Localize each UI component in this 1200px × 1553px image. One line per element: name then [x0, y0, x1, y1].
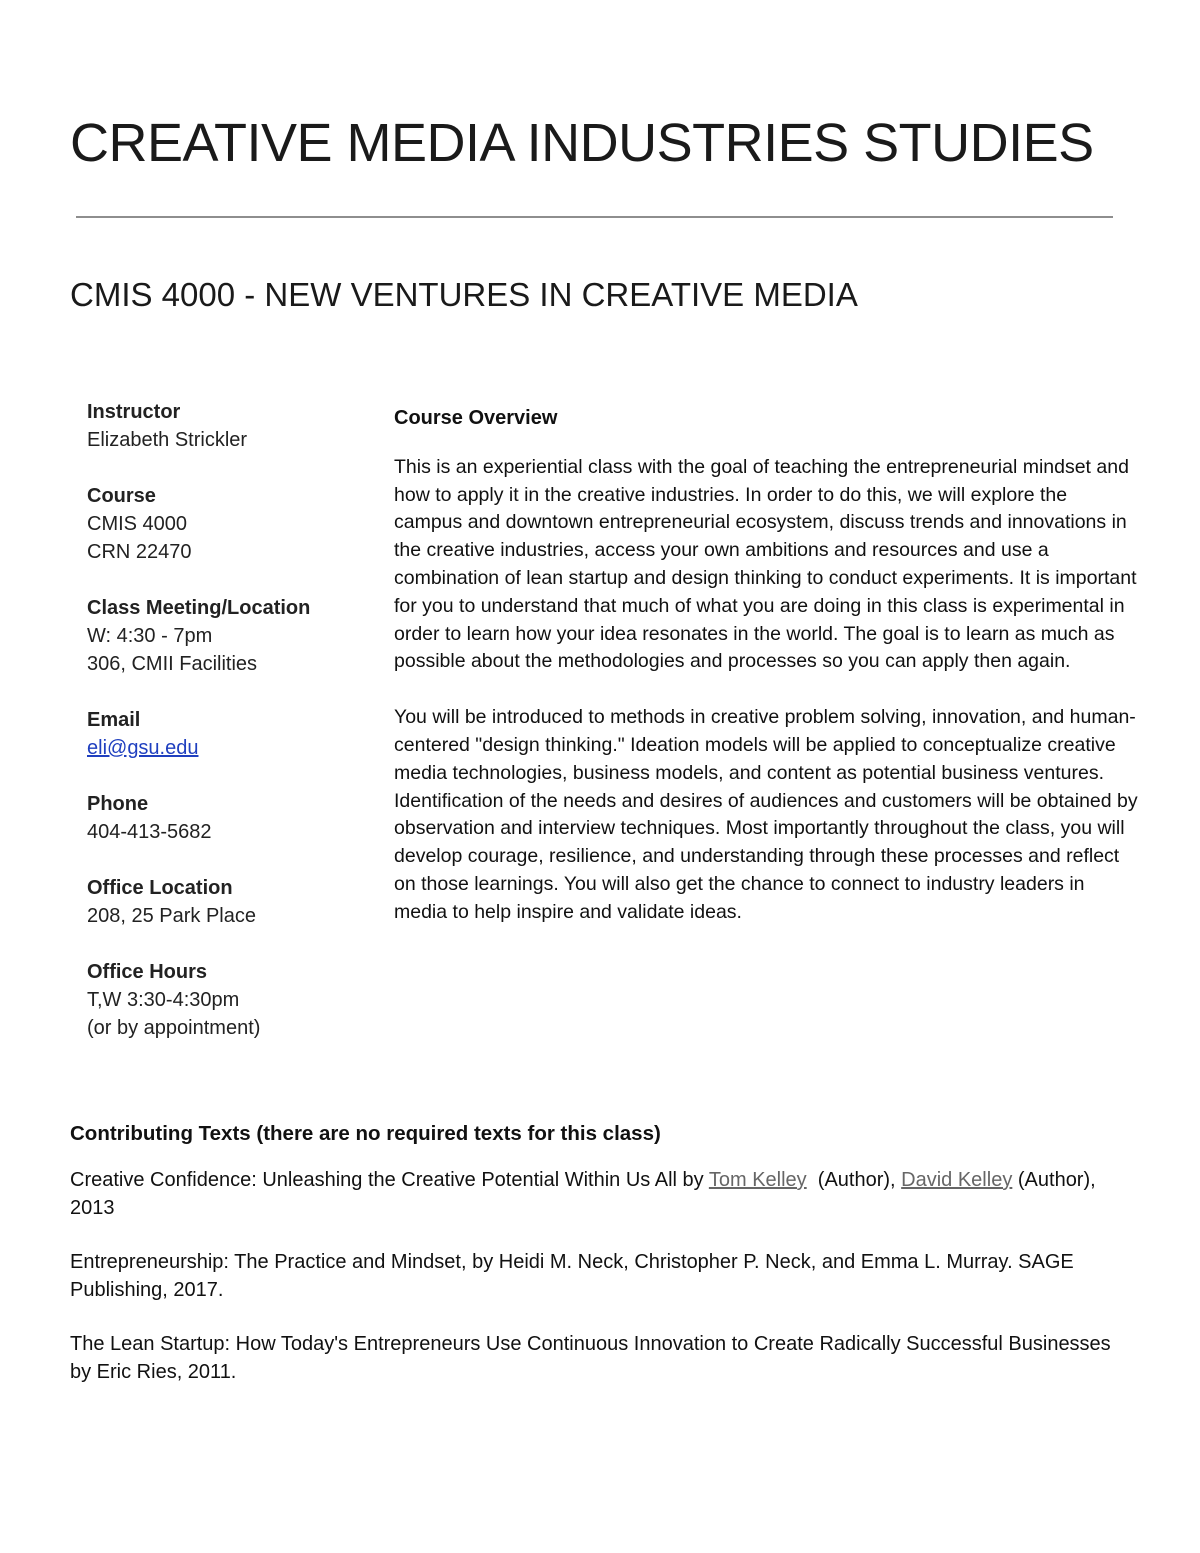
page-title: CREATIVE MEDIA INDUSTRIES STUDIES: [70, 113, 1094, 173]
email-label: Email: [87, 709, 141, 731]
book-entry: Entrepreneurship: The Practice and Mindset, by Heidi M. Neck, Christopher P. Neck, and Emma L. Murray. SAGE Publishing, 2017.: [70, 1251, 1074, 1301]
email-block: [87, 706, 377, 762]
office-hours-block: [87, 958, 377, 1042]
phone-number: 404-413-5682: [87, 821, 212, 843]
meeting-location: 306, CMII Facilities: [87, 653, 258, 675]
office-hours-label: Office Hours: [87, 961, 208, 983]
course-code: CMIS 4000: [87, 513, 188, 535]
office-location: 208, 25 Park Place: [87, 905, 256, 927]
email-link[interactable]: eli@gsu.edu: [87, 737, 199, 759]
book-title-text: Creative Confidence: Unleashing the Creative Potential Within Us All by: [70, 1169, 709, 1191]
meeting-label: Class Meeting/Location: [87, 597, 311, 619]
meeting-time: W: 4:30 - 7pm: [87, 625, 213, 647]
course-heading: CMIS 4000 - NEW VENTURES IN CREATIVE MEDIA: [70, 276, 858, 313]
book-entry: The Lean Startup: How Today's Entrepreneurs Use Continuous Innovation to Create Radically Successful Businesses by Eric Ries, 2011.: [70, 1333, 1111, 1383]
overview-heading: Course Overview: [394, 407, 558, 429]
instructor-block: [87, 398, 377, 454]
overview-paragraph: You will be introduced to methods in creative problem solving, innovation, and human-centered "design thinking." Ideation models will be applied to conceptualize creative media technologies, business models, and content as potential business ventures. Identification of the needs and desires of audiences and customers will be obtained by observation and interview techniques. Most importantly throughout the class, you will develop courage, resilience, and understanding through these processes and reflect on those learnings. You will also get the chance to connect to industry leaders in media to help inspire and validate ideas.: [394, 706, 1138, 923]
course-overview: [394, 405, 1139, 955]
office-location-label: Office Location: [87, 877, 233, 899]
instructor-name: Elizabeth Strickler: [87, 429, 248, 451]
overview-paragraph: This is an experiential class with the goal of teaching the entrepreneurial mindset and how to apply it in the creative industries. In order to do this, we will explore the campus and downtown entrepreneurial ecosystem, discuss trends and innovations in the creative industries, access your own ambitions and resources and use a combination of lean startup and design thinking to conduct experiments. It is important for you to understand that much of what you are doing in this class is experimental in order to learn how your idea resonates in the world. The goal is to learn as much as possible about the methodologies and processes so you can apply then again.: [394, 455, 1137, 673]
instructor-label: Instructor: [87, 401, 181, 423]
course-label: Course: [87, 485, 156, 507]
book-entry: [70, 1166, 1130, 1222]
course-crn: CRN 22470: [87, 541, 192, 563]
author-link-david-kelley[interactable]: David Kelley: [901, 1169, 1013, 1191]
texts-heading: Contributing Texts (there are no required texts for this class): [70, 1122, 661, 1145]
phone-label: Phone: [87, 793, 149, 815]
author-link-tom-kelley[interactable]: Tom Kelley: [708, 1169, 807, 1191]
course-info-sidebar: [87, 398, 377, 1070]
office-hours-note: (or by appointment): [87, 1017, 261, 1039]
course-block: [87, 482, 377, 566]
meeting-block: [87, 594, 377, 678]
book-author-role: (Author),: [806, 1169, 902, 1191]
title-divider: [76, 216, 1113, 218]
office-location-block: [87, 874, 377, 930]
phone-block: [87, 790, 377, 846]
contributing-texts: [70, 1120, 1130, 1412]
office-hours: T,W 3:30-4:30pm: [87, 989, 240, 1011]
book-author-role: (Author), 2013: [70, 1169, 1096, 1219]
